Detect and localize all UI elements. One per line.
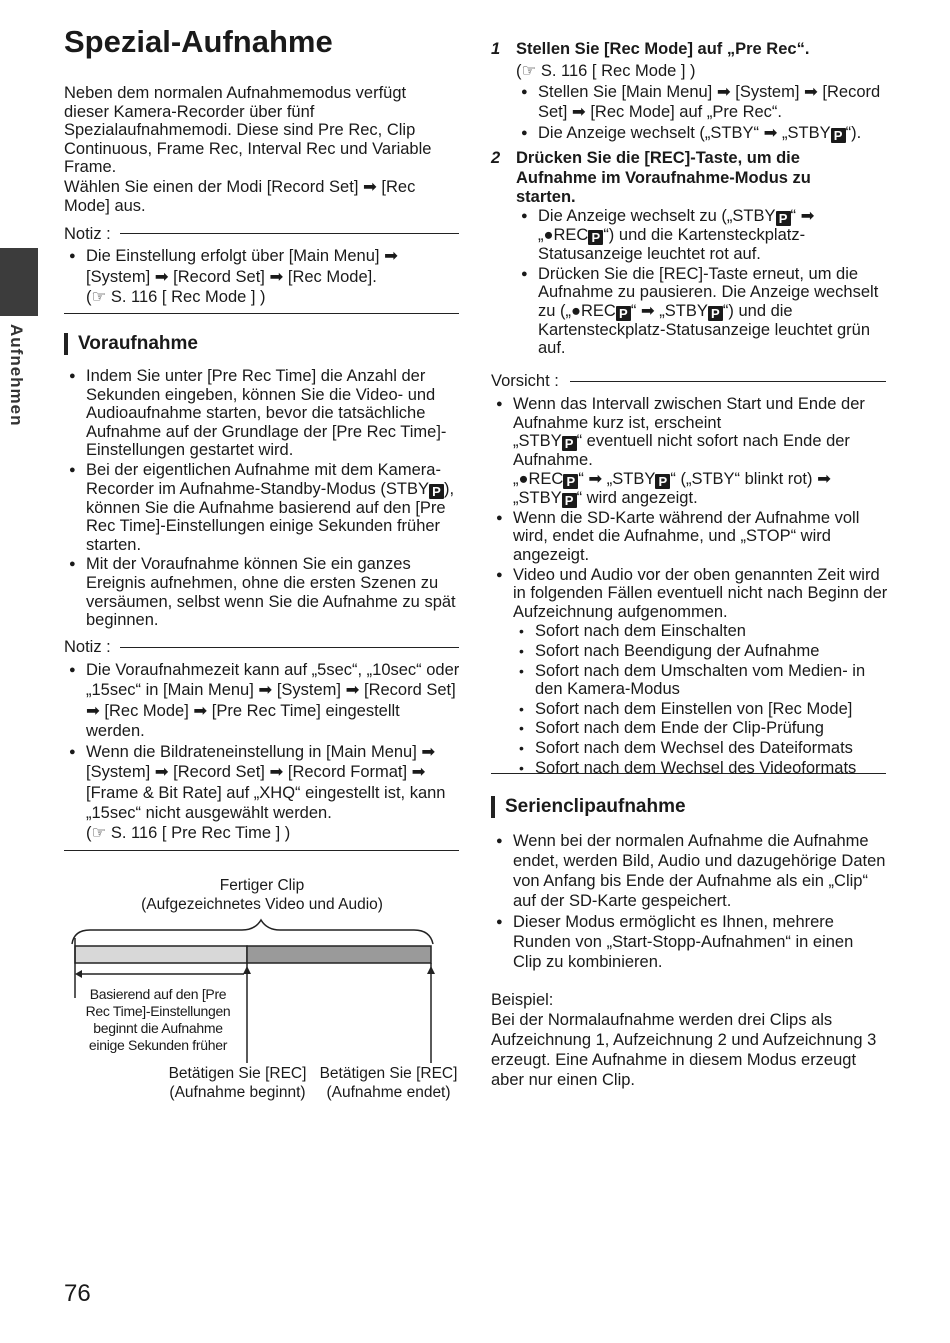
notiz-rule	[120, 233, 459, 234]
p-icon: P	[588, 230, 603, 245]
voraufnahme-list	[64, 367, 460, 631]
vorsicht-end-rule	[491, 773, 886, 774]
p-icon: P	[831, 128, 846, 143]
list-item: ● Wenn das Intervall zwischen Start und Ende der Aufnahme kurz ist, erscheint „STBY P “ eventuell nicht sofort nach Ende der Aufnahme. „●REC P “ ➡ „STBY P “ („STBY“ blinkt rot) ➡ „STBY P “ wird angezeigt.	[491, 395, 891, 508]
step-number-2: 2	[491, 149, 501, 167]
example-block: Beispiel: Bei der Normalaufnahme werden drei Clips als Aufzeichnung 1, Aufzeichnung 2 und Aufzeichnung 3 erzeugt. Eine Aufnahme in diesem Modus erzeugt aber nur einen Clip.	[491, 991, 877, 1089]
arrow-left-icon	[75, 970, 82, 978]
list-item: ● Die Einstellung erfolgt über [Main Menu] ➡ [System] ➡ [Record Set] ➡ [Rec Mode]. (☞ S. 116 [ Rec Mode ] )	[64, 246, 444, 308]
rec-start-label: Betätigen Sie [REC] (Aufnahme beginnt)	[168, 1065, 307, 1101]
notiz-label-2: Notiz :	[64, 638, 111, 656]
diagram-clip-label: Fertiger Clip (Aufgezeichnetes Video und Audio)	[141, 877, 383, 913]
list-item: ● Drücken Sie die [REC]-Taste erneut, um die Aufnahme zu pausieren. Die Anzeige wechselt zu („●REC P “ ➡ „STBY P “) und die Kartensteckplatz-Statusanzeige leuchtet grün auf.	[516, 265, 888, 358]
p-icon: P	[563, 474, 578, 489]
section-heading-serienclip: Serienclipaufnahme	[491, 796, 686, 818]
p-icon: P	[708, 306, 723, 321]
notiz2-list	[64, 660, 460, 845]
p-icon: P	[776, 211, 791, 226]
list-item: ● Bei der eigentlichen Aufnahme mit dem Kamera-Recorder im Aufnahme-Standby-Modus (STBY P ), können Sie die Aufnahme basierend auf den [Pre Rec Time]-Einstellungen einige Sekunden früher starten.	[64, 461, 460, 554]
clip-brace	[72, 920, 433, 944]
list-item: ● Die Voraufnahmezeit kann auf „5sec“, „10sec“ oder „15sec“ in [Main Menu] ➡ [System] ➡ [Record Set] ➡ [Rec Mode] ➡ [Pre Rec Time] eingestellt werden.	[64, 660, 460, 741]
vorsicht-label: Vorsicht :	[491, 372, 559, 390]
step-number-1: 1	[491, 40, 501, 58]
p-icon: P	[429, 484, 444, 499]
step-1-ref: (☞ S. 116 [ Rec Mode ] )	[516, 62, 696, 80]
rec-end-label: Betätigen Sie [REC] (Aufnahme endet)	[319, 1065, 458, 1101]
p-icon: P	[562, 436, 577, 451]
list-item: ● Wenn die SD-Karte während der Aufnahme voll wird, endet die Aufnahme, und „STOP“ wird angezeigt.	[491, 509, 891, 565]
list-item: ● Mit der Voraufnahme können Sie ein ganzes Ereignis aufnehmen, ohne die ersten Szenen zu versäumen, selbst wenn Sie die Aufnahme zu spät beginnen.	[64, 555, 460, 629]
list-item: ● Die Anzeige wechselt zu („STBY P “ ➡ „●REC P “) und die Kartensteckplatz-Statusanzeige leuchtet rot auf.	[516, 207, 888, 264]
list-item: • Sofort nach dem Wechsel des Videoformats	[513, 759, 891, 778]
notiz-end-rule	[64, 313, 459, 314]
vorsicht-list	[491, 395, 891, 778]
intro-paragraph: Neben dem normalen Aufnahmemodus verfügt dieser Kamera-Recorder über fünf Spezialaufnahmemodi. Diese sind Pre Rec, Clip Continuous, Frame Rec, Interval Rec und Variable Frame. Wählen Sie einen der Modi [Record Set] ➡ [Rec Mode] aus.	[64, 84, 432, 215]
list-item: ● Die Anzeige wechselt („STBY“ ➡ „STBY P “).	[516, 123, 888, 143]
notiz1-list	[64, 246, 444, 309]
chapter-side-label: Aufnehmen	[7, 324, 26, 427]
list-item: • Sofort nach Beendigung der Aufnahme	[513, 642, 891, 661]
step-1-list	[516, 82, 888, 144]
step-1-title: Stellen Sie [Rec Mode] auf „Pre Rec“.	[516, 40, 810, 58]
list-item: ● Video und Audio vor der oben genannten Zeit wird in folgenden Fällen eventuell nicht nach Beginn der Aufzeichnung aufgenommen. • Sofort nach dem Einschalten • Sofort nach Beendigung der Aufnahme • Sofort nach dem Umschalten vom Medien- in den Kamera-Modus • Sofort nach dem Einstellen von [Rec Mode] • Sofort nach dem Ende der Clip-Prüfung • Sofort nach dem Wechsel des Dateiformats • Sofort nach dem Wechsel des Videoformats	[491, 566, 891, 778]
p-icon: P	[562, 493, 577, 508]
vorsicht-sublist	[513, 622, 891, 777]
arrow-up-icon	[427, 966, 435, 974]
step-2-title: Drücken Sie die [REC]-Taste, um die Aufnahme im Voraufnahme-Modus zu starten.	[516, 149, 811, 206]
page-number: 76	[64, 1280, 91, 1307]
notiz-label: Notiz :	[64, 225, 111, 243]
list-item: ● Dieser Modus ermöglicht es Ihnen, mehrere Runden von „Start-Stopp-Aufnahmen“ in einen Clip zu kombinieren.	[491, 912, 886, 972]
vorsicht-rule	[570, 381, 886, 382]
arrow-up-icon	[243, 966, 251, 974]
serienclip-list	[491, 831, 886, 973]
list-item: • Sofort nach dem Einstellen von [Rec Mode]	[513, 700, 891, 719]
notiz2-end-rule	[64, 850, 459, 851]
list-item: • Sofort nach dem Ende der Clip-Prüfung	[513, 719, 891, 738]
list-item: • Sofort nach dem Wechsel des Dateiformats	[513, 739, 891, 758]
list-item: ● Wenn die Bildrateneinstellung in [Main Menu] ➡ [System] ➡ [Record Set] ➡ [Record Format] ➡ [Frame & Bit Rate] auf „XHQ“ eingestellt ist, kann „15sec“ nicht ausgewählt werden. (☞ S. 116 [ Pre Rec Time ] )	[64, 742, 460, 843]
section-heading-voraufnahme: Voraufnahme	[64, 333, 198, 355]
prerec-segment	[75, 946, 247, 963]
list-item: • Sofort nach dem Umschalten vom Medien- in den Kamera-Modus	[513, 662, 891, 699]
list-item: ● Wenn bei der normalen Aufnahme die Aufnahme endet, werden Bild, Audio und dazugehörige Daten von Anfang bis Ende der Aufnahme als ein „Clip“ auf der SD-Karte gespeichert.	[491, 831, 886, 911]
chapter-tab-marker	[0, 248, 38, 316]
list-item: ● Indem Sie unter [Pre Rec Time] die Anzahl der Sekunden eingeben, können Sie die Video- und Audioaufnahme starten, bevor die tatsächliche Aufnahme auf der Grundlage der [Pre Rec Time]-Einstellungen gestartet wird.	[64, 367, 460, 460]
notiz-rule-2	[120, 647, 459, 648]
record-segment	[247, 946, 431, 963]
step-2-list	[516, 207, 888, 359]
page-title: Spezial-Aufnahme	[64, 24, 333, 59]
p-icon: P	[616, 306, 631, 321]
prerec-explanation: Basierend auf den [Pre Rec Time]-Einstellungen beginnt die Aufnahme einige Sekunden früher	[85, 986, 231, 1053]
list-item: ● Stellen Sie [Main Menu] ➡ [System] ➡ [Record Set] ➡ [Rec Mode] auf „Pre Rec“.	[516, 82, 888, 122]
p-icon: P	[655, 474, 670, 489]
list-item: • Sofort nach dem Einschalten	[513, 622, 891, 641]
